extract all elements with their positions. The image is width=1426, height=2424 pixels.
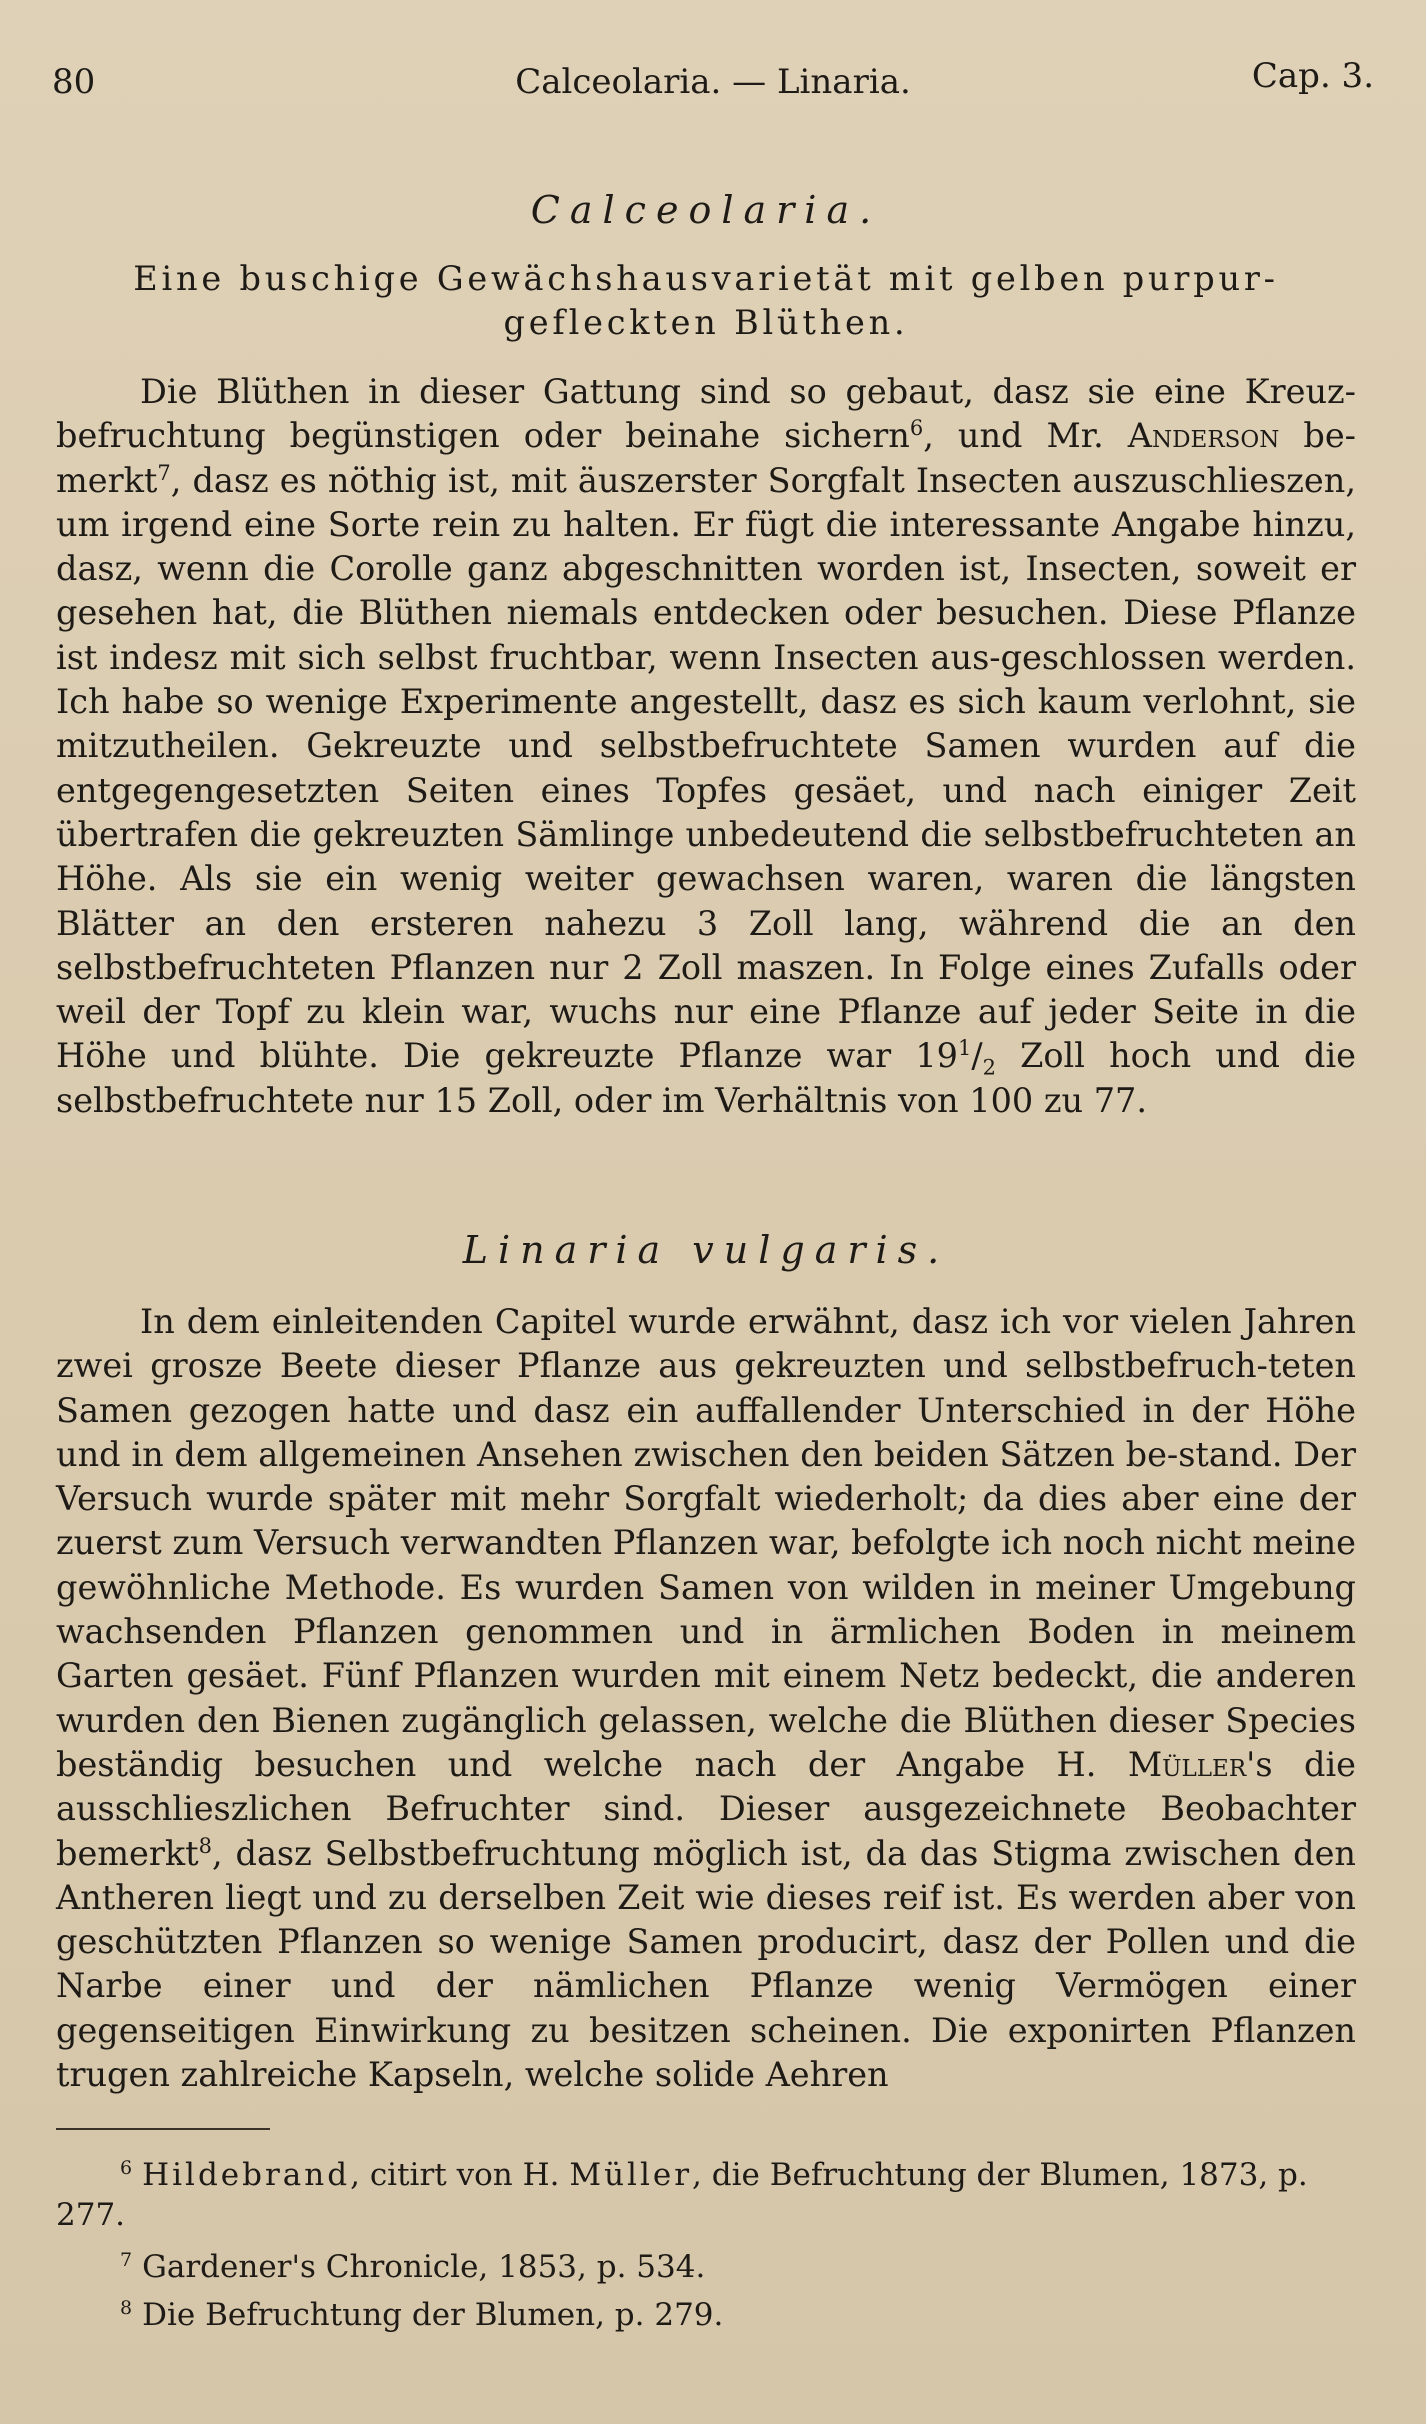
footnote-author: Hildebrand [142, 2157, 351, 2193]
section-calceolaria [56, 188, 1356, 232]
footnote-ref[interactable]: 7 [157, 460, 171, 485]
footnote-divider [56, 2128, 270, 2130]
section-subtitle-line: gefleckten Blüthen. [503, 303, 909, 342]
calceolaria-body [56, 370, 1356, 1123]
text-run: 's die ausschlieszlichen Befruchter sind. Dieser ausgezeichnete Beobachter bemerkt [56, 1744, 1356, 1873]
footnote-6 [56, 2148, 1356, 2235]
text-run: Die Blüthen in dieser Gattung sind so gebaut, dasz sie eine Kreuz-befruchtung begünstigen oder beinahe sichern [56, 372, 1356, 456]
page-header [52, 56, 1374, 112]
running-title: Calceolaria. — Linaria. [515, 62, 911, 102]
author-name: Anderson [1127, 416, 1280, 456]
footnote-number: 6 [120, 2157, 133, 2179]
paragraph [56, 1300, 1356, 2097]
text-run: , dasz Selbstbefruchtung möglich ist, da das Stigma zwischen den Antheren liegt und zu derselben Zeit wie dieses reif ist. Es werden aber von geschützten Pflanzen so wenige Samen producirt, dasz der Pollen und die Narbe einer und der nämlichen Pflanze wenig Vermögen einer gegenseitigen Einwirkung zu besitzen scheinen. Die exponirten Pflanzen trugen zahlreiche Kapseln, welche solide Aehren [56, 1833, 1356, 2095]
footnote-ref[interactable]: 6 [909, 416, 924, 441]
text-run: Zoll hoch und die selbstbefruchtete nur 15 Zoll, oder im Verhältnis von 100 zu 77. [56, 1036, 1356, 1120]
section-subtitle-block [56, 257, 1356, 345]
footnote-ref[interactable]: 8 [198, 1833, 213, 1858]
text-run: , und Mr. [923, 416, 1128, 456]
paragraph: Die Blüthen in dieser Gattung sind so gebaut, dasz sie eine Kreuz-befruchtung begünstigen oder beinahe sichern$^6$, und Mr. Anderson be-merkt$^7$, dasz es nöthig ist, mit äuszerster Sorgfalt Insecten auszuschlieszen, um irgend eine Sorte rein zu halten. Er fügt die interessante Angabe hinzu, dasz, wenn die Corolle ganz abgeschnitten worden ist, Insecten, soweit er gesehen hat, die Blüthen niemals entdecken oder besuchen. Diese Pflanze ist indesz mit sich selbst fruchtbar, wenn Insecten aus-geschlossen werden. Ich habe so wenige Experimente angestellt, dasz es sich kaum verlohnt, sie mitzutheilen. Gekreuzte und selbstbefruchtete Samen wurden auf die entgegengesetzten Seiten eines Topfes gesäet, und nach einiger Zeit übertrafen die gekreuzten Sämlinge unbedeutend die selbstbefruchteten an Höhe. Als sie ein wenig weiter gewachsen waren, waren die längsten Blätter an den ersteren nahezu 3 Zoll lang, während die an den selbstbefruchteten Pflanzen nur 2 Zoll maszen. In Folge eines Zufalls oder weil der Topf zu klein war, wuchs nur eine Pflanze auf jeder Seite in die Höhe und blühte. Die gekreuzte Pflanze war $19^1/_2$ Zoll hoch und die selbstbefruchtete nur 15 Zoll, oder im Verhältnis von 100 zu 77. [56, 372, 1356, 1120]
footnote-number: 8 [120, 2297, 133, 2319]
fraction-denominator: 2 [982, 1056, 996, 1081]
chapter-label: Cap. 3. [1251, 56, 1374, 96]
section-title: Linaria vulgaris. [462, 1228, 950, 1272]
footnote-author: Müller [569, 2157, 693, 2193]
text-run: Die Befruchtung der Blumen, p. 279. [142, 2297, 724, 2333]
text-run: be-merkt [56, 416, 1356, 500]
linaria-body [56, 1300, 1356, 2097]
section-subtitle-line: Eine buschige Gewächshausvarietät mit gelben purpur- [133, 259, 1279, 298]
section-linaria [56, 1228, 1356, 1272]
text-run: , citirt von H. [350, 2157, 570, 2193]
text-run: In dem einleitenden Capitel wurde erwähnt, dasz ich vor vielen Jahren zwei grosze Beete dieser Pflanze aus gekreuzten und selbstbefruch-teten Samen gezogen hatte und dasz ein auffallender Unterschied in der Höhe und in dem allgemeinen Ansehen zwischen den beiden Sätzen be-stand. Der Versuch wurde später mit mehr Sorgfalt wiederholt; da dies aber eine der zuerst zum Versuch verwandten Pflanzen war, befolgte ich noch nicht meine gewöhnliche Methode. Es wurden Samen von wilden in meiner Umgebung wachsenden Pflanzen genommen und in ärmlichen Boden in meinem Garten gesäet. Fünf Pflanzen wurden mit einem Netz bedeckt, die anderen wurden den Bienen zugänglich gelassen, welche die Blüthen dieser Species beständig besuchen und welche nach der Angabe H. [56, 1302, 1356, 1784]
section-title: Calceolaria. [530, 188, 882, 232]
fraction-numerator: 1 [957, 1036, 972, 1061]
footnote-7 [56, 2240, 1420, 2287]
text-run: , die Befruchtung der Blumen, 1873, p. 277. [56, 2157, 1308, 2233]
author-name: Müller [1127, 1744, 1247, 1784]
footnote-number: 7 [120, 2249, 133, 2271]
text-run: Gardener's Chronicle, 1853, p. 534. [142, 2249, 706, 2285]
text-run: , dasz es nöthig ist, mit äuszerster Sorgfalt Insecten auszuschlieszen, um irgend eine Sorte rein zu halten. Er fügt die interessante Angabe hinzu, dasz, wenn die Corolle ganz abgeschnitten worden ist, Insecten, soweit er gesehen hat, die Blüthen niemals entdecken oder besuchen. Diese Pflanze ist indesz mit sich selbst fruchtbar, wenn Insecten aus-geschlossen werden. Ich habe so wenige Experimente angestellt, dasz es sich kaum verlohnt, sie mitzutheilen. Gekreuzte und selbstbefruchtete Samen wurden auf die entgegengesetzten Seiten eines Topfes gesäet, und nach einiger Zeit übertrafen die gekreuzten Sämlinge unbedeutend die selbstbefruchteten an Höhe. Als sie ein wenig weiter gewachsen waren, waren die längsten Blätter an den ersteren nahezu 3 Zoll lang, während die an den selbstbefruchteten Pflanzen nur 2 Zoll maszen. In Folge eines Zufalls oder weil der Topf zu klein war, wuchs nur eine Pflanze auf jeder Seite in die Höhe und blühte. Die gekreuzte Pflanze war 19 [56, 460, 1356, 1076]
footnote-8 [56, 2288, 1420, 2335]
page-number: 80 [52, 62, 96, 102]
